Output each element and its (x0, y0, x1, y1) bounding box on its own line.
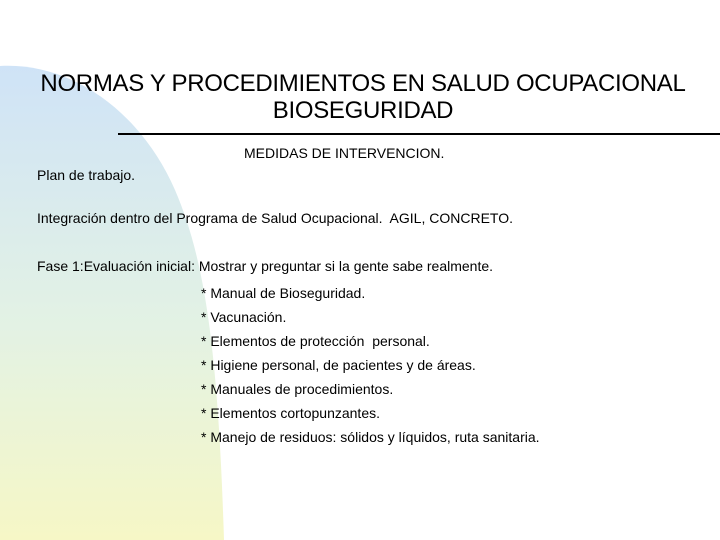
list-item: * Elementos cortopunzantes. (201, 405, 380, 421)
slide-title (0, 70, 720, 124)
section-subtitle: MEDIDAS DE INTERVENCION. (244, 145, 445, 161)
slide-title-line-2: BIOSEGURIDAD (272, 97, 454, 124)
list-item: * Higiene personal, de pacientes y de áreas. (201, 357, 476, 373)
plan-label: Plan de trabajo. (37, 167, 136, 183)
list-item: * Vacunación. (201, 309, 287, 325)
slide-title-line-1: NORMAS Y PROCEDIMIENTOS EN SALUD OCUPACIONAL (40, 70, 686, 97)
title-divider (118, 133, 720, 135)
list-item: * Manual de Bioseguridad. (201, 285, 366, 301)
integration-text: Integración dentro del Programa de Salud Ocupacional. AGIL, CONCRETO. (37, 210, 513, 226)
list-item: * Manuales de procedimientos. (201, 381, 394, 397)
list-item: * Manejo de residuos: sólidos y líquidos, ruta sanitaria. (201, 429, 540, 445)
phase-text: Fase 1:Evaluación inicial: Mostrar y preguntar si la gente sabe realmente. (37, 258, 494, 274)
list-item: * Elementos de protección personal. (201, 333, 430, 349)
bullet-list (201, 281, 540, 449)
